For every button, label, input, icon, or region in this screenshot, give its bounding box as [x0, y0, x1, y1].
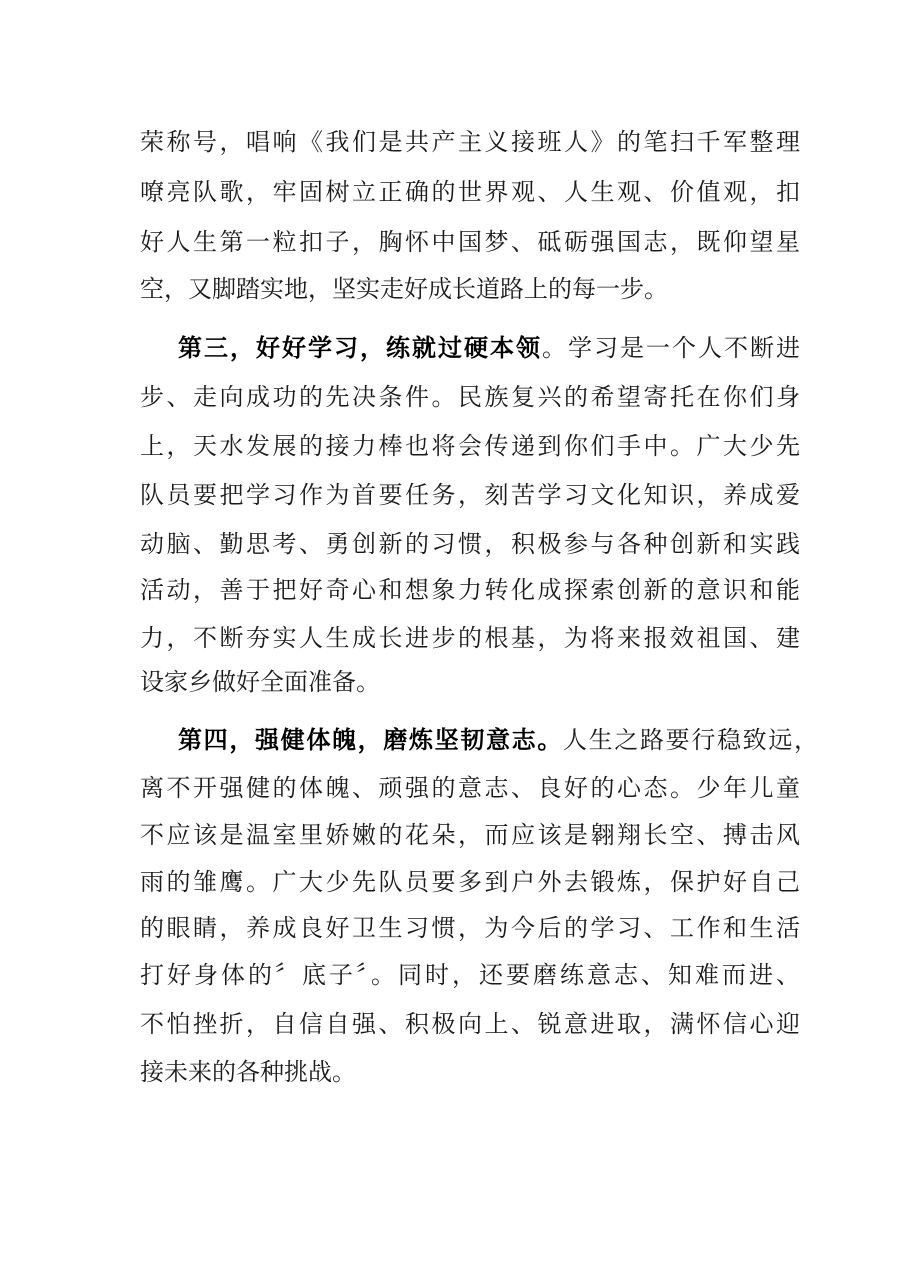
paragraph-3-line-4: 雨的雏鹰。广大少先队员要多到户外去锻炼，保护好自己	[140, 868, 800, 896]
paragraph-1-line-1: 荣称号，唱响《我们是共产主义接班人》的笔扫千军整理	[140, 128, 800, 156]
paragraph-2-line-3: 上，天水发展的接力棒也将会传递到你们手中。广大少先	[140, 432, 800, 460]
paragraph-2-heading: 第三，好好学习，练就过硬本领	[178, 333, 542, 362]
paragraph-1-line-2: 嘹亮队歌，牢固树立正确的世界观、人生观、价值观，扣	[140, 178, 800, 206]
paragraph-3-line-6: 打好身体的〞底子〞。同时，还要磨练意志、知难而进、	[140, 961, 800, 989]
paragraph-2-line-7: 力，不断夯实人生成长进步的根基，为将来报效祖国、建	[140, 624, 800, 652]
paragraph-3-line-1-text: 人生之路要行稳致远，	[563, 726, 818, 754]
paragraph-3-line-7: 不怕挫折，自信自强、积极向上、锐意进取，满怀信心迎	[140, 1010, 800, 1038]
paragraph-3-line-5: 的眼睛，养成良好卫生习惯，为今后的学习、工作和生活	[140, 914, 800, 942]
paragraph-3-line-8: 接未来的各种挑战。	[140, 1058, 356, 1086]
paragraph-2-line-1	[178, 328, 800, 368]
paragraph-2-line-4: 队员要把学习作为首要任务，刻苦学习文化知识，养成爱	[140, 481, 800, 509]
paragraph-3-line-1	[178, 720, 818, 760]
paragraph-2-line-2: 步、走向成功的先决条件。民族复兴的希望寄托在你们身	[140, 383, 800, 411]
paragraph-1-line-4: 空，又脚踏实地，坚实走好成长道路上的每一步。	[140, 275, 668, 303]
paragraph-2-line-1-text: 。学习是一个人不断进	[542, 334, 800, 362]
paragraph-2-line-5: 动脑、勤思考、勇创新的习惯，积极参与各种创新和实践	[140, 530, 800, 558]
paragraph-3-line-2: 离不开强健的体魄、顽强的意志、良好的心态。少年儿童	[140, 774, 800, 802]
paragraph-3-heading: 第四，强健体魄，磨炼坚韧意志。	[178, 725, 563, 754]
paragraph-2-line-8: 设家乡做好全面准备。	[140, 668, 380, 696]
paragraph-3-line-3: 不应该是温室里娇嫩的花朵，而应该是翱翔长空、搏击风	[140, 821, 800, 849]
paragraph-1-line-3: 好人生第一粒扣子，胸怀中国梦、砥砺强国志，既仰望星	[140, 228, 800, 256]
paragraph-2-line-6: 活动，善于把好奇心和想象力转化成探索创新的意识和能	[140, 576, 800, 604]
